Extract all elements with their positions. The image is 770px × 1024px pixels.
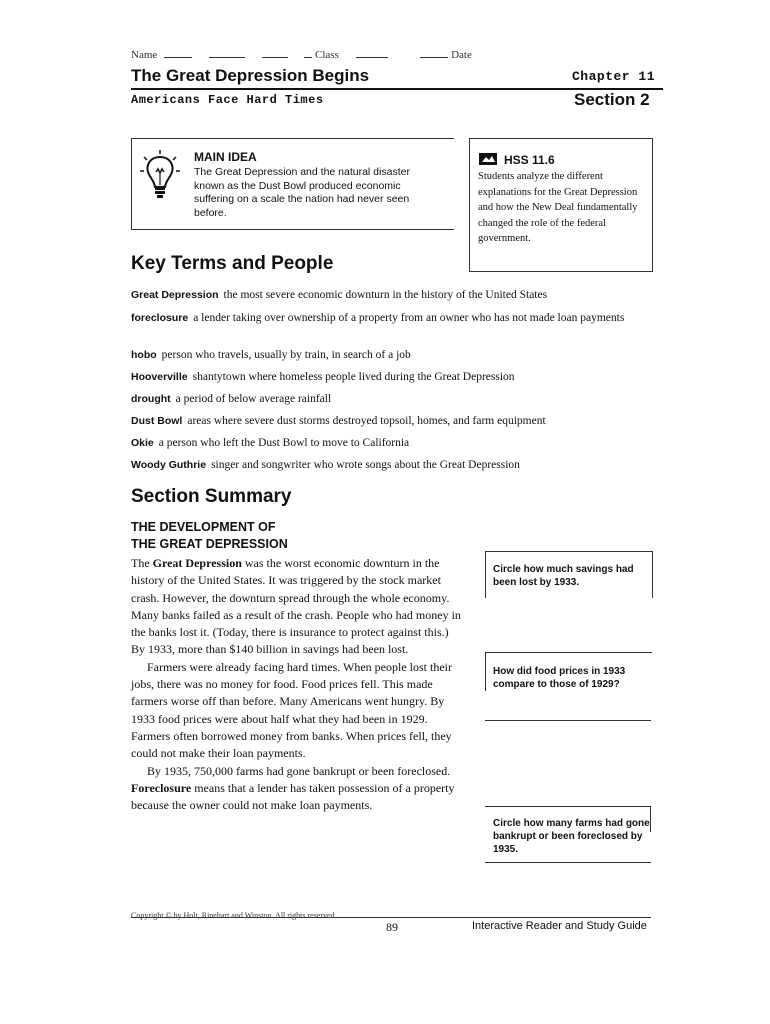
summary-body <box>131 555 461 814</box>
bold-term: Great Depression <box>152 556 242 570</box>
summary-paragraph: Farmers were already facing hard times. When people lost their jobs, there was no money for food. Food prices fell. This made farmers worse off than before. Many Americans went hungry. By 1933 food prices were about half what they had been in 1929. Farmers often borrowed money from banks. When prices fell, they could not make their loan payments. <box>131 659 452 761</box>
summary-paragraph: The Great Depression was the worst economic downturn in the history of the United States. It was triggered by the stock market crash. However, the downturn spread through the whole economy. Many banks failed as a result of the crash. People who had money in the banks lost it. (Today, there is insurance to protect against this.) By 1933, more than $140 billion in savings had been lost. <box>131 556 461 657</box>
key-term-item <box>131 414 671 429</box>
standard-title: HSS 11.6 <box>504 153 555 167</box>
key-term: Great Depression <box>131 289 219 301</box>
key-term: hobo <box>131 349 157 361</box>
key-term-definition: shantytown where homeless people lived during the Great Depression <box>192 371 515 383</box>
key-term-definition: person who travels, usually by train, in search of a job <box>161 349 411 361</box>
california-icon <box>478 152 498 166</box>
copyright: Copyright © by Holt, Rinehart and Winston. All rights reserved. <box>131 911 337 920</box>
page-number: 89 <box>386 920 398 934</box>
key-term: Woody Guthrie <box>131 459 207 471</box>
name-label: Name <box>131 49 158 61</box>
key-term-item <box>131 370 661 385</box>
section-summary-heading: Section Summary <box>131 486 292 507</box>
key-term-definition: a person who left the Dust Bowl to move to California <box>158 437 410 449</box>
key-term-definition: areas where severe dust storms destroyed topsoil, homes, and farm equipment <box>187 415 546 427</box>
key-term: Hooverville <box>131 371 188 383</box>
date-label: Date <box>451 49 472 61</box>
sidebar-question-2: How did food prices in 1933 compare to those of 1929? <box>493 666 626 690</box>
key-term-item <box>131 436 661 451</box>
lightbulb-icon <box>138 147 182 207</box>
standard-text: Students analyze the different explanations for the Great Depression and how the New Deal fundamentally changed the role of the federal government. <box>478 171 638 244</box>
key-term-item <box>131 310 651 326</box>
footer-rule <box>131 917 651 918</box>
key-term-item <box>131 392 661 407</box>
page-title: The Great Depression Begins <box>131 66 370 85</box>
key-terms-heading: Key Terms and People <box>131 253 334 274</box>
main-idea-text: The Great Depression and the natural disaster known as the Dust Bowl produced economic suffering on a scale the nation had never seen before. <box>194 166 410 219</box>
answer-line[interactable] <box>485 806 651 807</box>
key-term-definition: a lender taking over ownership of a property from an owner who has not made loan payments <box>193 312 625 324</box>
footer-guide-title: Interactive Reader and Study Guide <box>472 920 647 932</box>
bold-term: Foreclosure <box>131 780 192 795</box>
class-label: Class <box>315 49 339 61</box>
key-term-definition: a period of below average rainfall <box>175 393 332 405</box>
answer-line[interactable] <box>485 862 651 863</box>
section-label: Section 2 <box>574 90 650 109</box>
answer-line[interactable] <box>485 720 651 721</box>
key-term: foreclosure <box>131 312 189 324</box>
sidebar-question-3: Circle how many farms had gone bankrupt or been foreclosed by 1935. <box>493 818 650 855</box>
page-subtitle: Americans Face Hard Times <box>131 93 324 107</box>
chapter-label: Chapter 11 <box>572 69 656 84</box>
key-term-definition: the most severe economic downturn in the history of the United States <box>223 289 548 301</box>
key-term-item <box>131 458 661 473</box>
sidebar-question-1: Circle how much savings had been lost by 1933. <box>493 564 634 588</box>
key-term: Dust Bowl <box>131 415 183 427</box>
key-term-item <box>131 288 661 303</box>
main-idea-title: MAIN IDEA <box>194 150 257 164</box>
key-term: drought <box>131 393 171 405</box>
summary-paragraph: By 1935, 750,000 farms had gone bankrupt or been foreclosed. Foreclosure means that a lender has taken possession of a property because the owner could not make loan payments. <box>131 763 455 813</box>
summary-subheading <box>131 519 288 553</box>
key-term-item <box>131 348 661 363</box>
name-line <box>131 47 472 61</box>
summary-subheading-line: THE GREAT DEPRESSION <box>131 537 288 551</box>
summary-subheading-line: THE DEVELOPMENT OF <box>131 520 276 534</box>
key-term: Okie <box>131 437 154 449</box>
key-term-definition: singer and songwriter who wrote songs about the Great Depression <box>211 459 520 471</box>
